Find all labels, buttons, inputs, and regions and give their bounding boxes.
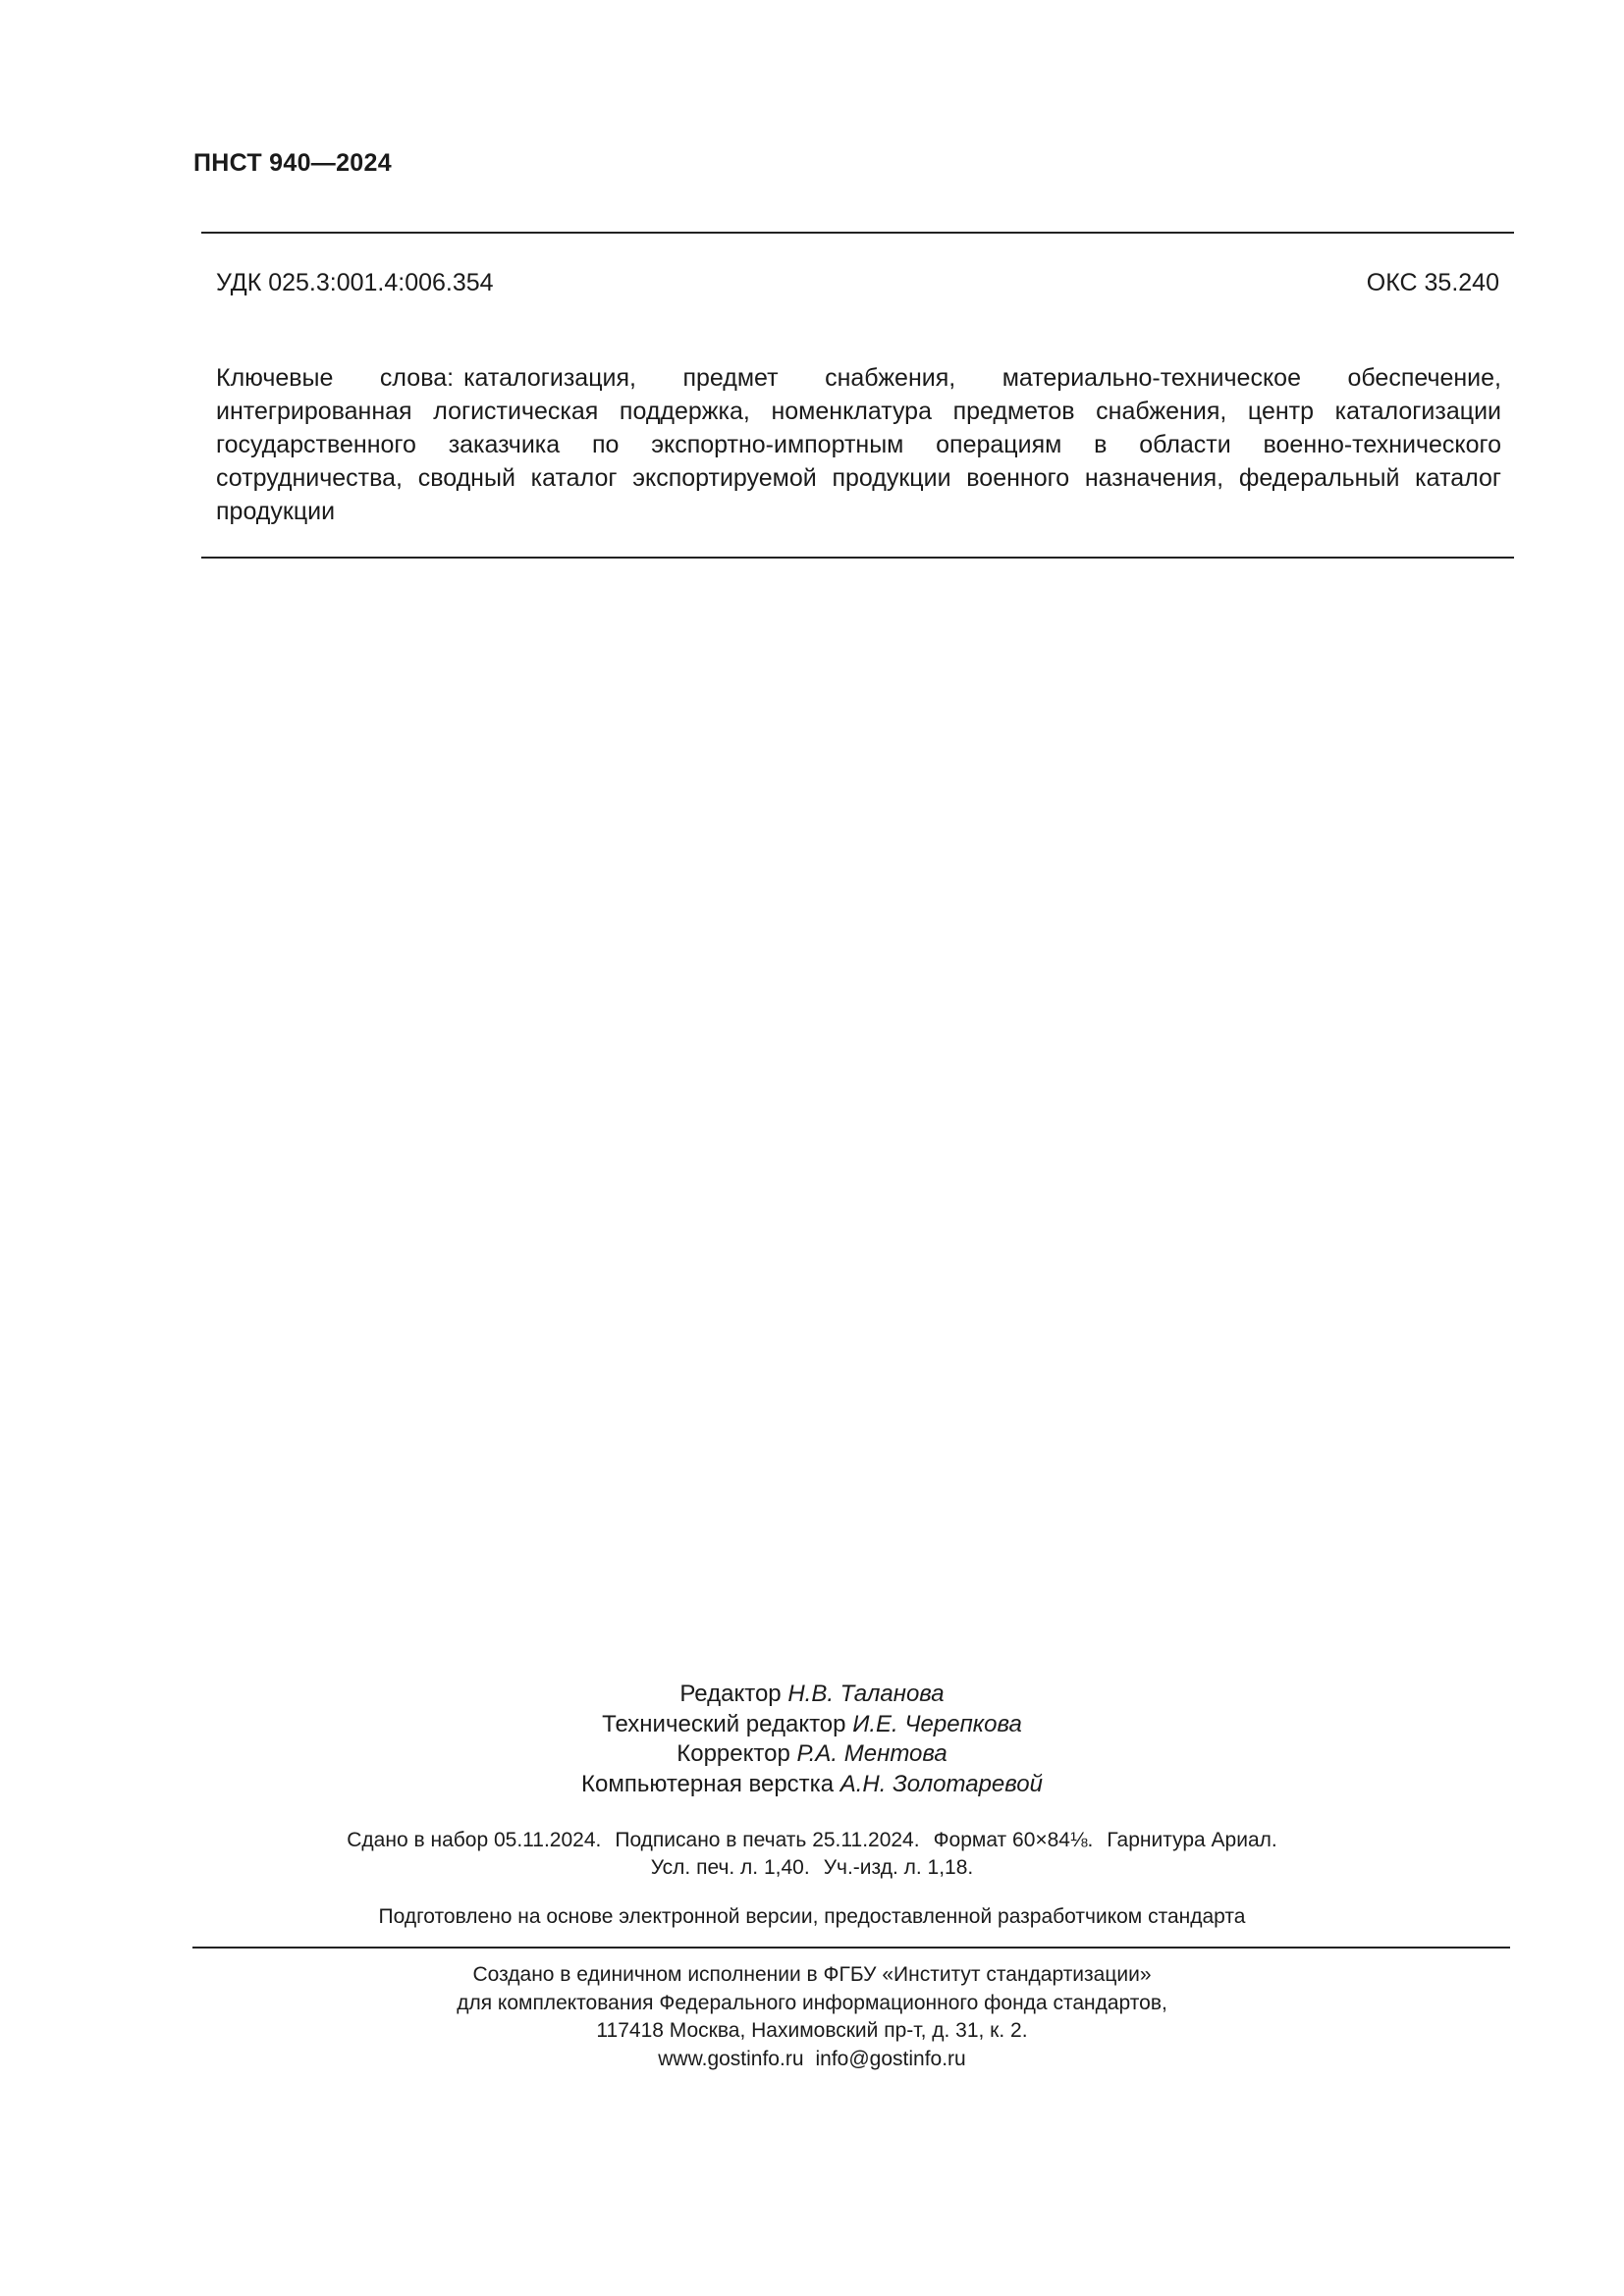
credit-line: [0, 1680, 1624, 1710]
print-info-line-2: [0, 1854, 1624, 1882]
credit-line: [0, 1710, 1624, 1740]
prepared-note: Подготовлено на основе электронной версии, предоставленной разработчиком стандарта: [378, 1905, 1246, 1928]
credit-role: Корректор: [677, 1740, 790, 1767]
credit-person: А.Н. Золотаревой: [839, 1770, 1043, 1797]
keywords-text: каталогизация, предмет снабжения, материально-техническое обеспечение, интегрированная логистическая поддержка, номенклатура предметов снабжения, центр каталогизации государственного заказчика по экспортно-импортным операциям в области военно-технического сотрудничества, сводный каталог экспортируемой продукции военного назначения, федеральный каталог продукции: [216, 364, 1501, 525]
credit-line: [0, 1770, 1624, 1800]
top-divider: [201, 232, 1514, 234]
submitted-date: Сдано в набор 05.11.2024.: [347, 1829, 602, 1851]
keywords-divider: [201, 557, 1514, 559]
keywords-block: [216, 361, 1501, 528]
credit-person: И.Е. Черепкова: [852, 1710, 1022, 1737]
credit-person: Р.А. Ментова: [796, 1740, 947, 1767]
print-sheets: Усл. печ. л. 1,40.: [650, 1856, 810, 1879]
credit-person: Н.В. Таланова: [787, 1681, 945, 1707]
website-link[interactable]: www.gostinfo.ru: [658, 2047, 804, 2070]
publisher-address: 117418 Москва, Нахимовский пр-т, д. 31, к. 2.: [596, 2019, 1028, 2042]
credit-role: Редактор: [679, 1681, 782, 1707]
oks-code: ОКС 35.240: [1366, 269, 1499, 296]
credit-role: Технический редактор: [602, 1710, 846, 1737]
credits-block: [0, 1680, 1624, 1799]
publisher-links: [0, 2046, 1624, 2074]
typeface: Гарнитура Ариал.: [1107, 1829, 1277, 1851]
publisher-line-2: для комплектования Федерального информационного фонда стандартов,: [457, 1991, 1167, 2014]
keywords-label: Ключевые слова:: [216, 364, 455, 392]
publisher-line-1: Создано в единичном исполнении в ФГБУ «Институт стандартизации»: [472, 1963, 1152, 1986]
publisher-block: [0, 1961, 1624, 2073]
signed-date: Подписано в печать 25.11.2024.: [615, 1829, 920, 1851]
credit-line: [0, 1739, 1624, 1770]
publishing-sheets: Уч.-изд. л. 1,18.: [823, 1856, 974, 1879]
document-id: ПНСТ 940—2024: [193, 149, 392, 177]
print-info-block: [0, 1827, 1624, 1882]
print-format: Формат 60×84⅛.: [933, 1829, 1094, 1851]
print-info-line-1: [0, 1827, 1624, 1854]
credit-role: Компьютерная верстка: [581, 1770, 835, 1797]
footer-divider: [192, 1947, 1510, 1949]
email-link[interactable]: info@gostinfo.ru: [815, 2047, 966, 2070]
udk-code: УДК 025.3:001.4:006.354: [216, 269, 494, 296]
